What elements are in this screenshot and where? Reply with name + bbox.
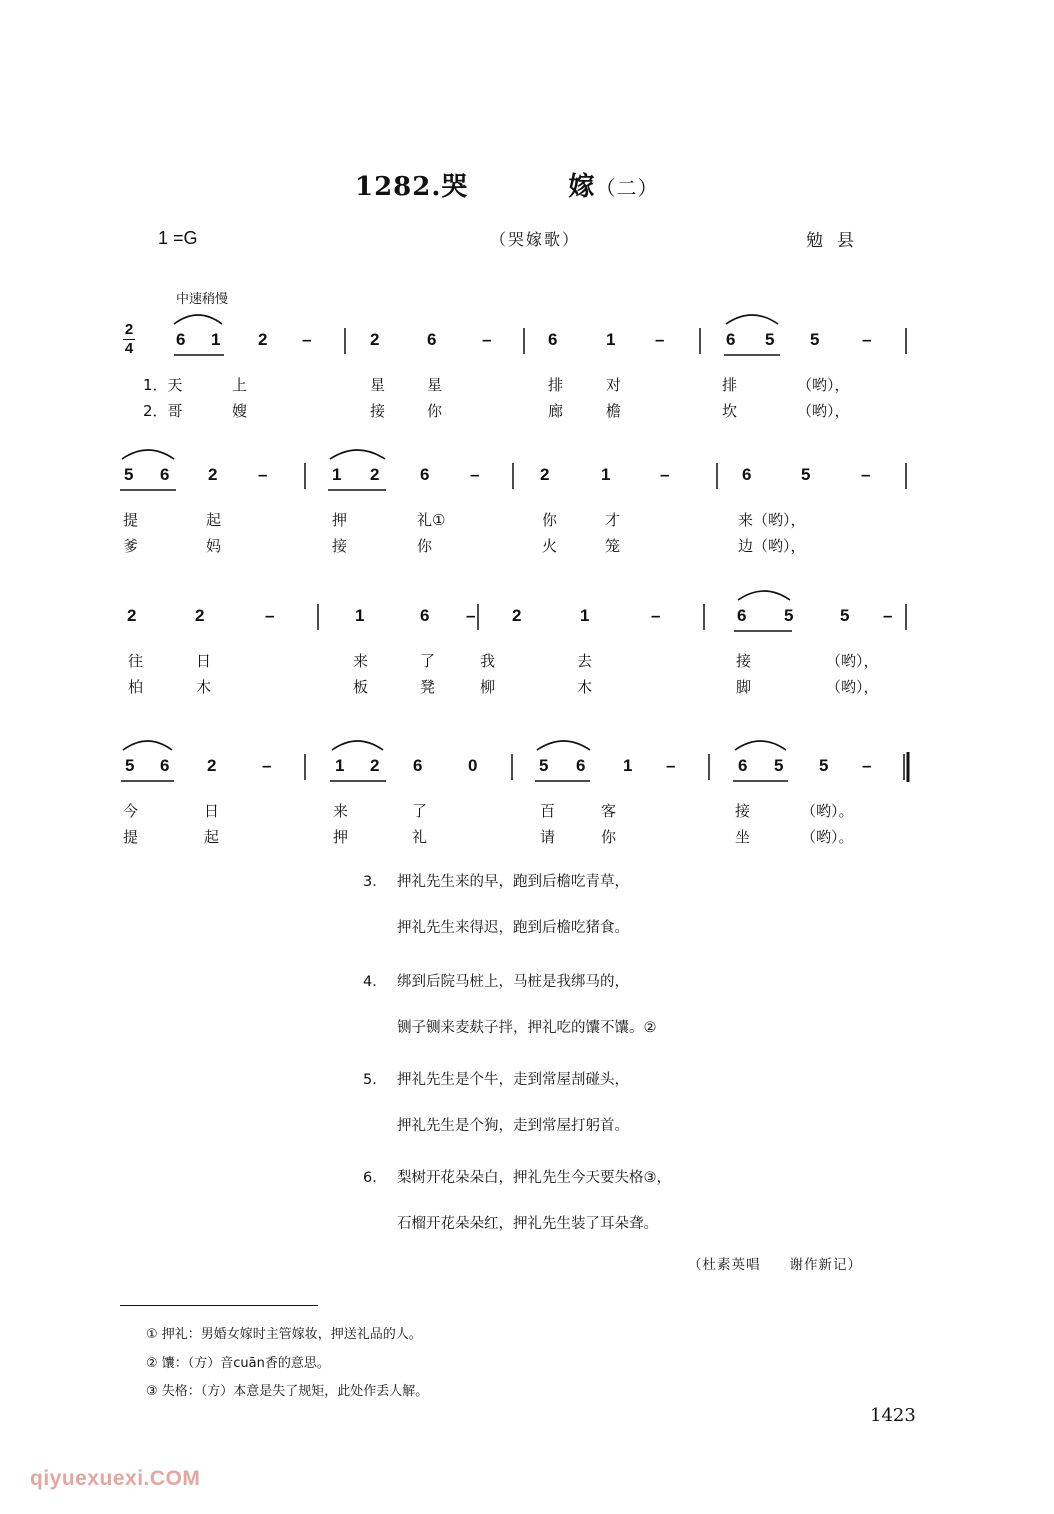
note: 1 (623, 756, 633, 775)
slur (726, 315, 778, 324)
note: 0 (468, 756, 478, 775)
note: 6 (160, 465, 170, 484)
verse-5: 5． 押礼先生是个牛，走到常屋㓤碰头， 押礼先生是个狗，走到常屋打躬首。 (363, 1072, 629, 1134)
lyric-word: 排 (722, 376, 738, 394)
note: 1 (606, 330, 616, 349)
slur (735, 741, 786, 750)
note: 6 (737, 606, 747, 625)
note: – (262, 756, 272, 775)
note: 6 (176, 330, 186, 349)
note: 1 (355, 606, 365, 625)
slur (123, 741, 172, 750)
lyric-word: 笼 (605, 537, 621, 555)
note: 6 (548, 330, 558, 349)
lyric-word: 押 (332, 511, 348, 529)
lyric-word: 接 (370, 402, 386, 420)
lyric-word: （哟）， (826, 678, 879, 696)
lyric-word: 对 (606, 376, 622, 394)
lyric-word: 才 (605, 511, 621, 529)
lyric-word: （哟）， (826, 652, 879, 670)
note: 5 (539, 756, 549, 775)
time-signature: 2 4 (124, 321, 134, 357)
lyric-word: 提 (123, 828, 139, 846)
credit: （杜素英唱 谢作新记） (688, 1257, 862, 1273)
note: 2 (127, 606, 137, 625)
tempo-marking: 中速稍慢 (176, 292, 229, 307)
note: 1 (335, 756, 345, 775)
lyric-word: 2．哥 (143, 402, 183, 420)
footnote-3: ③ 失格：（方）本意是失了规矩，此处作丢人解。 (146, 1384, 429, 1399)
lyric-word: 了 (420, 652, 436, 670)
lyric-word: 百 (540, 802, 556, 820)
lyric-word: 来 (333, 802, 349, 820)
lyric-word: 1．天 (143, 376, 183, 394)
note: 2 (208, 465, 218, 484)
lyric-word: 接 (332, 537, 348, 555)
note: 1 (601, 465, 611, 484)
note: 5 (784, 606, 794, 625)
lyric-word: 你 (417, 537, 433, 555)
note: 2 (540, 465, 550, 484)
lyric-word: 边（哟）， (738, 537, 806, 555)
note: 2 (258, 330, 268, 349)
lyric-word: 请 (540, 828, 556, 846)
note: 5 (840, 606, 850, 625)
lyric-word: 起 (204, 828, 220, 846)
slur (174, 315, 222, 324)
note: 2 (207, 756, 217, 775)
note: – (862, 756, 872, 775)
note: 1 (332, 465, 342, 484)
note: 2 (370, 465, 380, 484)
verse-4: 4． 绑到后院马桩上，马桩是我绑马的， 铡子铡来麦麸子拌，押礼吃的馕不馕。② (363, 974, 657, 1036)
lyric-word: 礼① (417, 511, 446, 529)
note: 6 (413, 756, 423, 775)
note: – (482, 330, 492, 349)
note: 2 (370, 330, 380, 349)
song-title: 1282.哭 嫁（二） (355, 172, 659, 202)
note: 6 (427, 330, 437, 349)
lyric-word: 火 (542, 537, 558, 555)
lyric-word: （哟）。 (801, 828, 854, 846)
note: 6 (160, 756, 170, 775)
slur (122, 450, 174, 459)
lyric-word: 凳 (420, 678, 436, 696)
footnote-2: ② 馕：（方）音cuān香的意思。 (146, 1356, 330, 1371)
lyric-word: 起 (206, 511, 222, 529)
lyric-word: 提 (123, 511, 139, 529)
note: – (466, 606, 476, 625)
note: 6 (576, 756, 586, 775)
lyric-word: 来（哟）， (738, 511, 806, 529)
watermark: qiyuexuexi.COM (30, 1467, 201, 1490)
lyric-word: 板 (353, 678, 369, 696)
note: 5 (125, 756, 135, 775)
lyric-word: 星 (370, 376, 386, 394)
note: – (883, 606, 893, 625)
note: 6 (420, 606, 430, 625)
note: 6 (420, 465, 430, 484)
slur (332, 741, 383, 750)
lyric-word: （哟）。 (801, 802, 854, 820)
lyric-word: 星 (427, 376, 443, 394)
note: 6 (726, 330, 736, 349)
lyric-word: 礼 (412, 828, 428, 846)
lyric-word: 你 (542, 511, 558, 529)
note: 2 (370, 756, 380, 775)
lyric-word: 木 (196, 678, 212, 696)
lyric-word: （哟）， (797, 376, 850, 394)
note: 2 (195, 606, 205, 625)
note: 5 (801, 465, 811, 484)
lyric-word: 坐 (735, 828, 751, 846)
lyric-word: 爹 (123, 537, 139, 555)
note: 1 (211, 330, 221, 349)
lyric-word: （哟）， (797, 402, 850, 420)
lyric-word: 嫂 (232, 402, 248, 420)
note: – (861, 465, 871, 484)
slur (537, 741, 590, 750)
note: – (265, 606, 275, 625)
lyric-word: 押 (333, 828, 349, 846)
footnote-1: ① 押礼：男婚女嫁时主管嫁妆，押送礼品的人。 (146, 1327, 422, 1342)
key-signature: 1 =G (158, 228, 198, 248)
note: 5 (774, 756, 784, 775)
lyric-word: 来 (353, 652, 369, 670)
note: – (258, 465, 268, 484)
lyric-word: 接 (736, 652, 752, 670)
region-label: 勉县 (806, 231, 868, 251)
verse-3: 3． 押礼先生来的早，跑到后檐吃青草， 押礼先生来得迟，跑到后檐吃猪食。 (363, 874, 629, 936)
lyric-word: 廊 (548, 402, 564, 420)
note: – (660, 465, 670, 484)
lyric-word: 上 (232, 376, 248, 394)
genre-label: （哭嫁歌） (490, 230, 581, 249)
lyric-word: 日 (204, 802, 220, 820)
slur (738, 591, 790, 600)
lyric-word: 往 (128, 652, 144, 670)
lyric-word: 檐 (606, 402, 622, 420)
footnote-divider (120, 1305, 318, 1306)
note: – (470, 465, 480, 484)
lyric-word: 客 (601, 802, 617, 820)
lyric-word: 去 (577, 652, 593, 670)
lyric-word: 脚 (736, 678, 752, 696)
lyric-word: 接 (735, 802, 751, 820)
note: – (655, 330, 665, 349)
lyric-word: 坎 (722, 402, 738, 420)
lyric-word: 日 (196, 652, 212, 670)
note: 5 (124, 465, 134, 484)
lyric-word: 今 (123, 802, 139, 820)
lyric-word: 你 (427, 402, 443, 420)
lyric-word: 柏 (128, 678, 144, 696)
note: – (302, 330, 312, 349)
verse-6: 6． 梨树开花朵朵白，押礼先生今天要失格③， 石榴开花朵朵红，押礼先生装了耳朵聋。 (363, 1170, 671, 1232)
note: 5 (810, 330, 820, 349)
lyric-word: 妈 (206, 537, 222, 555)
note: 2 (512, 606, 522, 625)
lyric-word: 我 (480, 652, 496, 670)
note: 5 (765, 330, 775, 349)
note: 6 (742, 465, 752, 484)
lyric-word: 木 (577, 678, 593, 696)
note: 5 (819, 756, 829, 775)
lyric-word: 排 (548, 376, 564, 394)
note: – (862, 330, 872, 349)
note: – (651, 606, 661, 625)
note: 6 (738, 756, 748, 775)
note: 1 (580, 606, 590, 625)
page-number: 1423 (870, 1405, 916, 1426)
note: – (666, 756, 676, 775)
lyric-word: 你 (601, 828, 617, 846)
lyric-word: 了 (412, 802, 428, 820)
lyric-word: 柳 (480, 678, 496, 696)
slur (330, 450, 385, 459)
